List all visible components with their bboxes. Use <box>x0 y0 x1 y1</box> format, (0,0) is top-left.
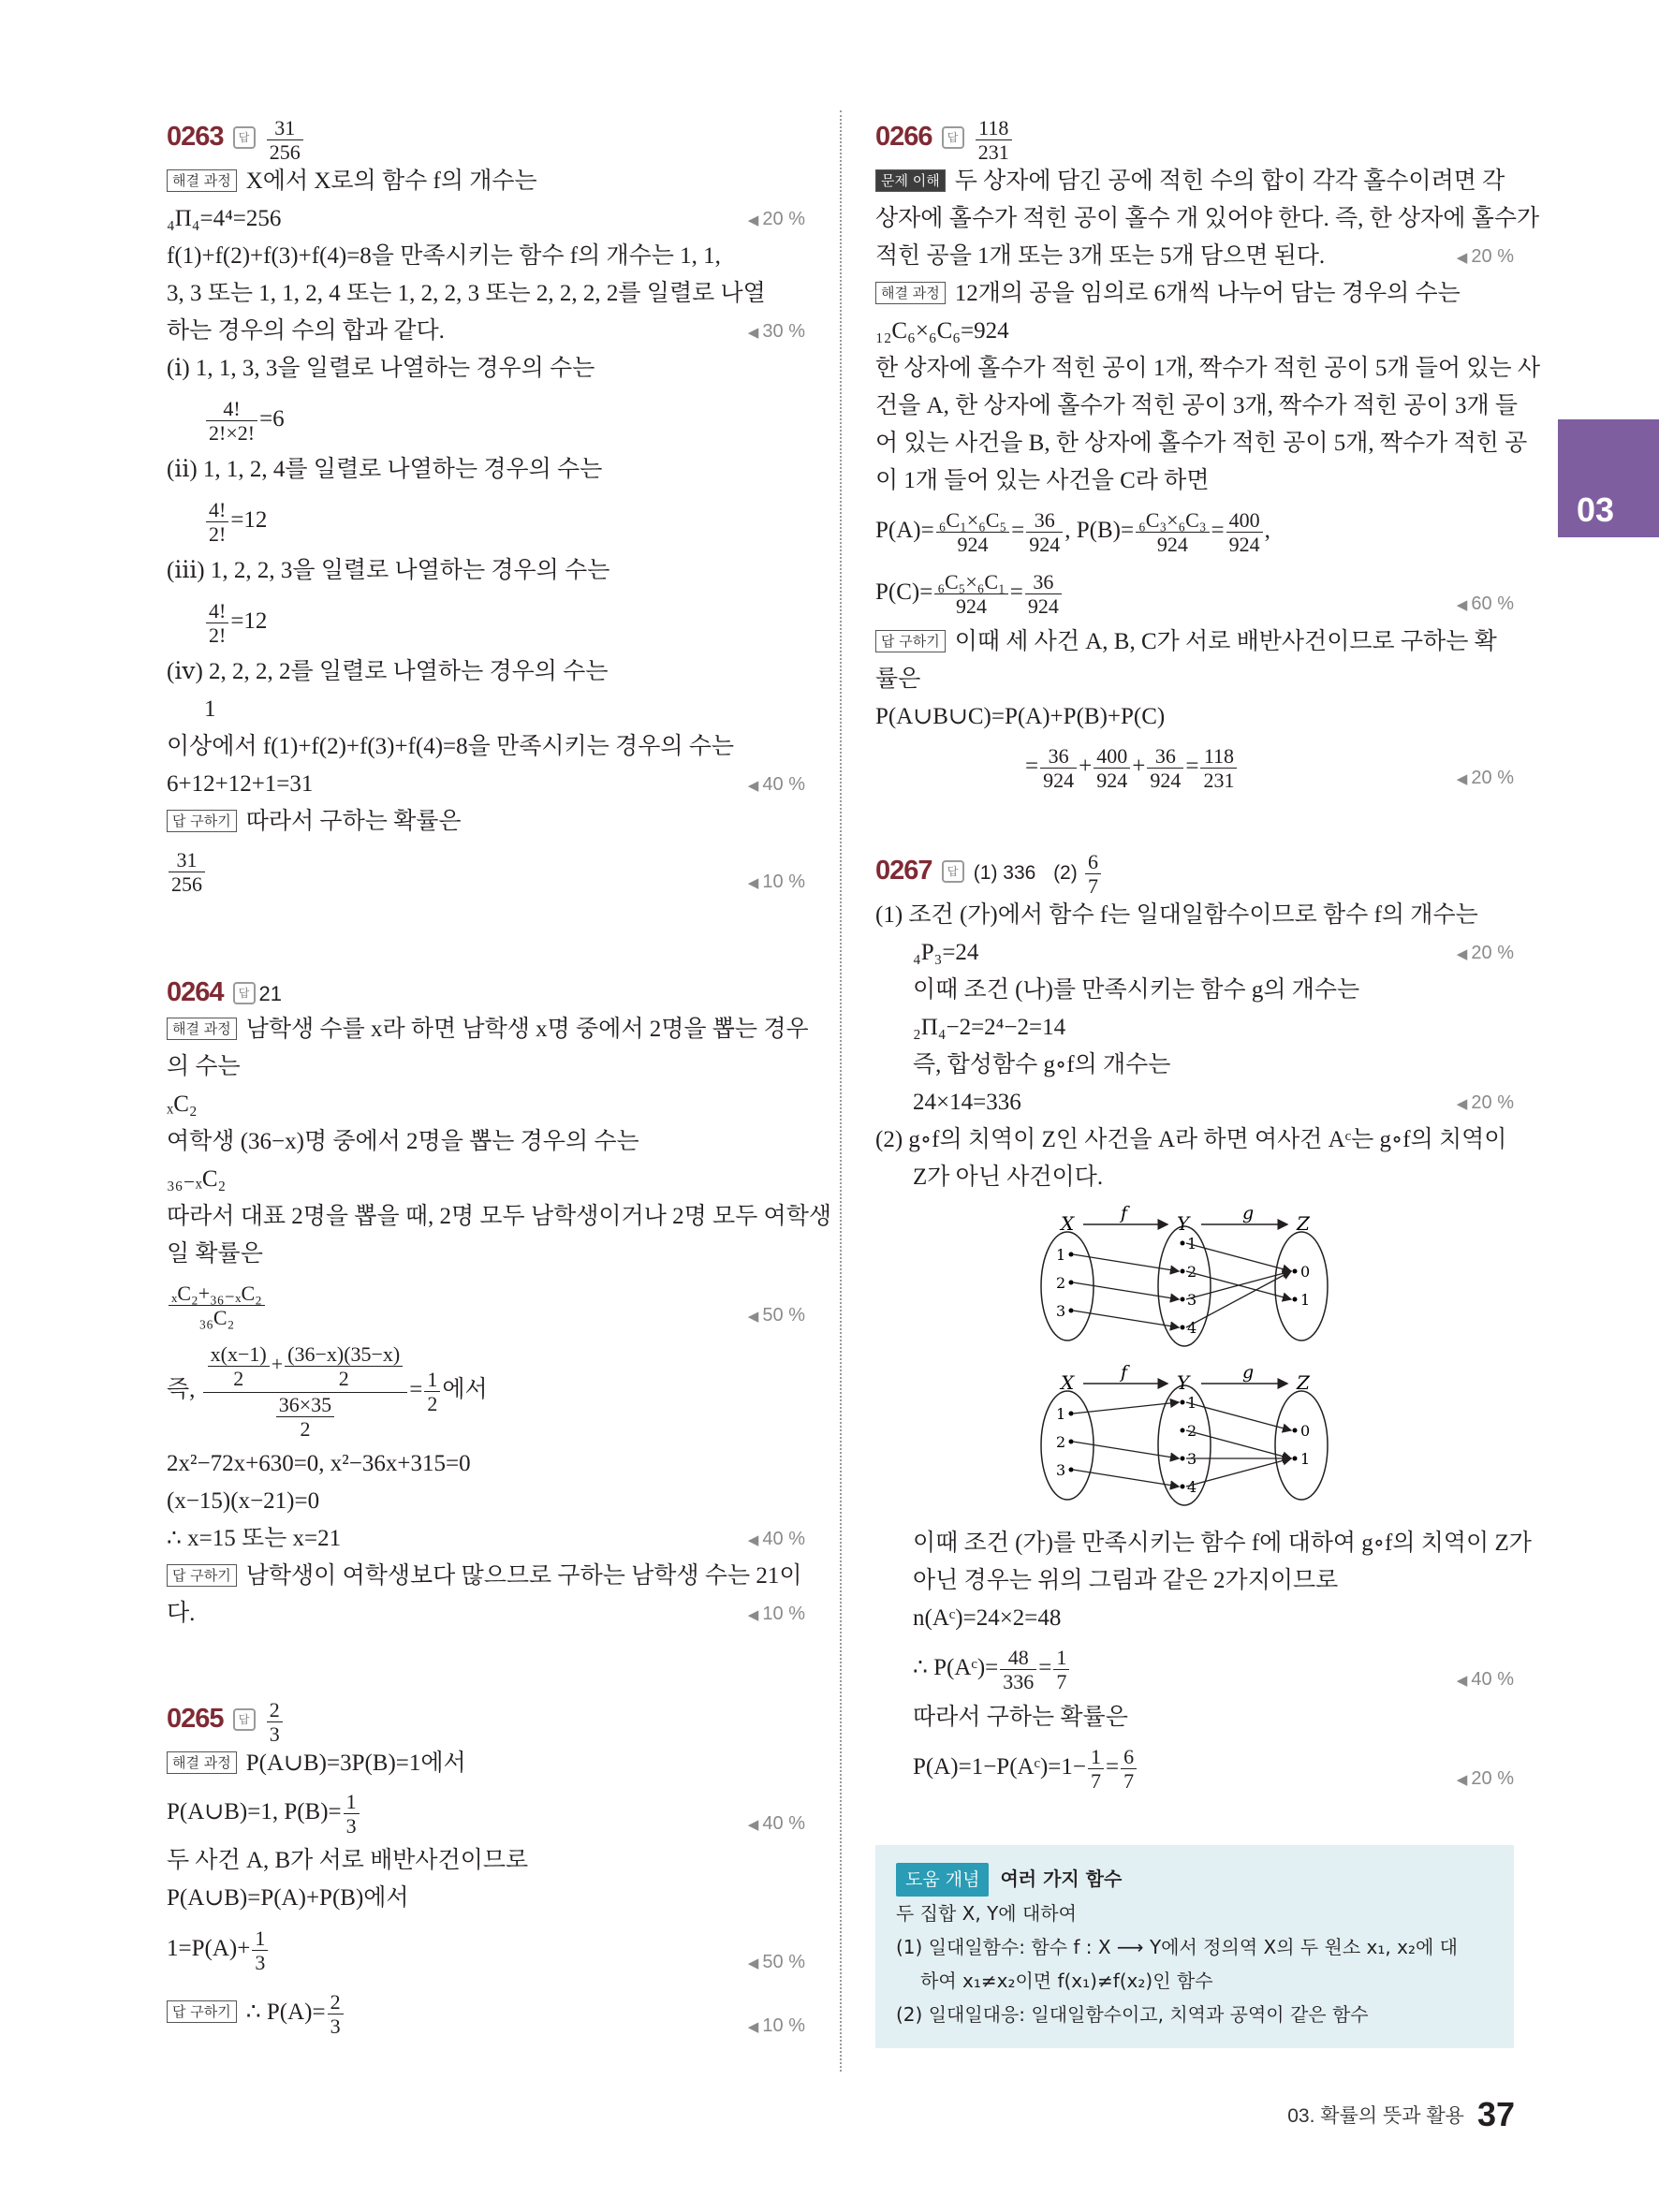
concept-note-box <box>875 1845 1514 2048</box>
text-line: 일 확률은 <box>167 1241 263 1267</box>
set-z-label: Z <box>1297 1212 1310 1235</box>
text-line: 여학생 (36−x)명 중에서 2명을 뽑는 경우의 수는 <box>167 1129 639 1154</box>
step-tag: 문제 이해 <box>875 169 946 192</box>
math-line: P(A)=1−P(Aᶜ)=1− $\frac{1}{7}$ = $\frac{6}{7}$ ◀ 20 % <box>875 1736 1514 1798</box>
score-percent: ◀ 20 % <box>1457 1748 1514 1811</box>
math-line: 1 <box>204 696 216 722</box>
math-line: P(A∪B)=1, P(B)= $\frac{1}{3}$ ◀ 40 % <box>167 1782 805 1842</box>
answer-icon: 답 <box>233 1708 256 1731</box>
text-line: 답 구하기 이때 세 사건 A, B, C가 서로 배반사건이므로 구하는 확 <box>875 623 1514 661</box>
math-line: 즉, $\frac{x(x-1)}{2}$ + $\frac{(36-x)(35-x)}{2}$ $\frac{36\times 35}{2}$ = $\frac{1}{2}$ 에서 <box>167 1341 488 1441</box>
math-line: P(A)= $\frac{\text{₆C₁×₆C₅}}{924}$ = $\frac{36}{924}$ , P(B)= $\frac{\text{₆C₃×₆C₃}}{924}$ = $\frac{400}{924}$ , <box>875 507 1270 556</box>
step-tag: 답 구하기 <box>167 2000 237 2023</box>
text-line: 따라서 대표 2명을 뽑을 때, 2명 모두 남학생이거나 2명 모두 여학생 <box>167 1204 832 1229</box>
note-tag: 도움 개념 <box>896 1863 989 1897</box>
set-x-label: X <box>1061 1212 1075 1235</box>
text-line: 해결 과정 12개의 공을 임의로 6개씩 나누어 담는 경우의 수는 <box>875 275 1514 313</box>
text-line: ₄Π₄=4⁴=256 ◀ 20 % <box>167 200 805 238</box>
text-line: 하는 경우의 수의 합과 같다. ◀ 30 % <box>167 313 805 350</box>
right-column <box>875 110 1541 2048</box>
text-line: 이때 조건 (나)를 만족시키는 함수 g의 개수는 <box>913 977 1360 1003</box>
map-f-label: f <box>1121 1362 1128 1383</box>
left-column <box>167 110 832 2044</box>
map-g-label: g <box>1242 1203 1255 1223</box>
map-f-label: f <box>1121 1203 1128 1223</box>
problem-number: 0266 <box>875 122 932 152</box>
score-percent: ◀ 40 % <box>1457 1648 1514 1712</box>
text-line: (ⅰ) 1, 1, 3, 3을 일렬로 나열하는 경우의 수는 <box>167 356 595 381</box>
math-line: = $\frac{36}{924}$ + $\frac{400}{924}$ + $\frac{36}{924}$ = $\frac{118}{231}$ ◀ 20 % <box>875 736 1514 798</box>
score-percent: ◀ 20 % <box>1457 238 1514 277</box>
text-line: 이상에서 f(1)+f(2)+f(3)+f(4)=8을 만족시키는 경우의 수는 <box>167 734 735 759</box>
text-line: Z가 아닌 사건이다. <box>913 1165 1104 1190</box>
text-line: 이때 조건 (가)를 만족시키는 함수 f에 대하여 g∘f의 치역이 Z가 <box>913 1531 1532 1556</box>
problem-number: 0267 <box>875 856 932 886</box>
text-line: 의 수는 <box>167 1054 241 1079</box>
problem-0265-header: 0265 답 $\frac{2}{3}$ <box>167 1692 805 1745</box>
svg-text:2: 2 <box>1056 1274 1066 1292</box>
text-line: 다. ◀ 10 % <box>167 1595 805 1633</box>
text-line: f(1)+f(2)+f(3)+f(4)=8을 만족시키는 함수 f의 개수는 1, 1, <box>167 243 721 269</box>
svg-text:3: 3 <box>1187 1450 1197 1468</box>
text-line: 어 있는 사건을 B, 한 상자에 홀수가 적힌 공이 5개, 짝수가 적힌 공 <box>875 431 1528 456</box>
svg-text:1: 1 <box>1187 1394 1197 1412</box>
math-line: $\frac{\text{ₓC₂+₃₆₋ₓC₂}}{\text{₃₆C₂}}$ ◀ 50 % <box>167 1273 805 1335</box>
note-title: 여러 가지 함수 <box>1000 1868 1123 1890</box>
text-line: 즉, 합성함수 g∘f의 개수는 <box>913 1052 1171 1077</box>
score-percent: ◀ 20 % <box>748 200 805 240</box>
math-line: P(C)= $\frac{\text{₆C₅×₆C₁}}{924}$ = $\frac{36}{924}$ ◀ 60 % <box>875 562 1514 623</box>
svg-text:1: 1 <box>1300 1450 1311 1468</box>
problem-0266-header: 0266 답 $\frac{118}{231}$ <box>875 110 1514 163</box>
map-g-label: g <box>1242 1362 1255 1383</box>
text-line: (1) 조건 (가)에서 함수 f는 일대일함수이므로 함수 f의 개수는 <box>875 902 1478 928</box>
text-line: 한 상자에 홀수가 적힌 공이 1개, 짝수가 적힌 공이 5개 들어 있는 사 <box>875 356 1541 381</box>
answer-icon: 답 <box>942 126 964 149</box>
step-tag: 해결 과정 <box>167 1751 237 1774</box>
math-line: (x−15)(x−21)=0 <box>167 1488 320 1514</box>
note-line: (2) 일대일대응: 일대일함수이고, 치역과 공역이 같은 함수 <box>896 2003 1369 2026</box>
problem-0263-header <box>167 110 805 163</box>
note-line: 두 집합 X, Y에 대하여 <box>896 1902 1077 1925</box>
text-line: 해결 과정 P(A∪B)=3P(B)=1에서 <box>167 1745 805 1782</box>
problem-0264-header: 0264 답 21 <box>167 977 282 1007</box>
score-percent: ◀ 10 % <box>748 1994 805 2059</box>
math-line: ₃₆₋ₓC₂ <box>167 1166 227 1192</box>
math-line: 답 구하기 ∴ P(A)= $\frac{2}{3}$ ◀ 10 % <box>167 1981 805 2044</box>
mapping-diagram-2 <box>1041 1362 1328 1505</box>
mapping-diagram-1 <box>1041 1203 1328 1346</box>
problem-0267-header: 0267 답 (1) 336 (2) $\frac{6}{7}$ <box>875 844 1514 897</box>
note-line: 하여 x₁≠x₂이면 f(x₁)≠f(x₂)인 함수 <box>920 1970 1213 1992</box>
note-line: (1) 일대일함수: 함수 f : X ⟶ Y에서 정의역 X의 두 원소 x₁, x₂에 대 <box>896 1936 1458 1958</box>
math-line: n(Aᶜ)=24×2=48 <box>913 1605 1062 1631</box>
text-line: 률은 <box>875 667 921 692</box>
answer-icon: 답 <box>233 982 256 1004</box>
svg-text:3: 3 <box>1056 1302 1066 1320</box>
score-percent: ◀ 10 % <box>748 1595 805 1634</box>
step-tag: 답 구하기 <box>875 630 946 652</box>
chapter-tab-label: 03 <box>1576 491 1615 529</box>
step-tag: 답 구하기 <box>167 810 237 832</box>
math-line: 24×14=336 ◀ 20 % <box>875 1084 1514 1121</box>
problem-number: 0263 <box>167 122 224 152</box>
text-line: 아닌 경우는 위의 그림과 같은 2가지이므로 <box>913 1568 1339 1593</box>
text-line: 따라서 구하는 확률은 <box>913 1705 1128 1730</box>
score-percent: ◀ 50 % <box>748 1284 805 1348</box>
text-line: 3, 3 또는 1, 1, 2, 4 또는 1, 2, 2, 3 또는 2, 2, 2, 2를 일렬로 나열 <box>167 281 766 306</box>
page-number: 37 <box>1476 2095 1515 2133</box>
problem-number: 0264 <box>167 977 224 1007</box>
text-line: (2) g∘f의 치역이 Z인 사건을 A라 하면 여사건 Aᶜ는 g∘f의 치역이 <box>875 1127 1507 1152</box>
math-line: $\frac{4!}{2!}$ =12 <box>167 489 805 552</box>
math-line: $\frac{31}{256}$ ◀ 10 % <box>167 841 805 901</box>
math-line: ₁₂C₆×₆C₆=924 <box>875 318 1009 344</box>
math-line: $\frac{4!}{2!\times 2!}$ =6 <box>167 388 805 451</box>
set-y-label: Y <box>1177 1371 1190 1394</box>
svg-text:4: 4 <box>1187 1478 1197 1496</box>
text-line: 해결 과정 X에서 X로의 함수 f의 개수는 <box>167 163 805 200</box>
svg-text:3: 3 <box>1187 1291 1197 1309</box>
score-percent: ◀ 50 % <box>748 1930 805 1996</box>
svg-text:0: 0 <box>1300 1263 1311 1281</box>
svg-text:1: 1 <box>1187 1235 1197 1252</box>
svg-text:2: 2 <box>1187 1263 1197 1281</box>
text-line: 6+12+12+1=31 ◀ 40 % <box>167 766 805 803</box>
score-percent: ◀ 60 % <box>1457 573 1514 637</box>
text-line: 문제 이해 두 상자에 담긴 공에 적힌 수의 합이 각각 홀수이려면 각 <box>875 163 1514 200</box>
math-line: ₂Π₄−2=2⁴−2=14 <box>913 1015 1066 1040</box>
svg-text:1: 1 <box>1300 1291 1311 1309</box>
step-tag: 해결 과정 <box>167 1018 237 1040</box>
svg-text:2: 2 <box>1187 1422 1197 1440</box>
score-percent: ◀ 40 % <box>748 766 805 805</box>
math-line: ∴ x=15 또는 x=21 ◀ 40 % <box>167 1520 805 1558</box>
set-z-label: Z <box>1297 1371 1310 1394</box>
column-divider <box>840 110 842 2072</box>
math-line: 1=P(A)+ $\frac{1}{3}$ ◀ 50 % <box>167 1917 805 1981</box>
svg-text:0: 0 <box>1300 1422 1311 1440</box>
math-line: 2x²−72x+630=0, x²−36x+315=0 <box>167 1451 471 1476</box>
score-percent: ◀ 10 % <box>748 852 805 914</box>
answer-icon: 답 <box>233 126 256 149</box>
text-line: (ⅱ) 1, 1, 2, 4를 일렬로 나열하는 경우의 수는 <box>167 457 603 482</box>
math-line: ₓC₂ <box>167 1091 198 1117</box>
answer-fraction: $\frac{31}{256}$ <box>267 116 303 164</box>
text-line: (ⅲ) 1, 2, 2, 3을 일렬로 나열하는 경우의 수는 <box>167 558 610 583</box>
score-percent: ◀ 20 % <box>1457 934 1514 974</box>
svg-text:1: 1 <box>1056 1405 1066 1423</box>
math-line: P(A∪B∪C)=P(A)+P(B)+P(C) <box>875 704 1166 729</box>
svg-text:2: 2 <box>1056 1433 1066 1451</box>
problem-number: 0265 <box>167 1704 224 1734</box>
score-percent: ◀ 40 % <box>748 1520 805 1560</box>
set-x-label: X <box>1061 1371 1075 1394</box>
text-line: 상자에 홀수가 적힌 공이 홀수 개 있어야 한다. 즉, 한 상자에 홀수가 <box>875 206 1540 231</box>
math-line: ₄P₃=24 ◀ 20 % <box>875 934 1514 972</box>
text-line: 건을 A, 한 상자에 홀수가 적힌 공이 3개, 짝수가 적힌 공이 3개 들 <box>875 393 1519 418</box>
svg-text:4: 4 <box>1187 1319 1197 1337</box>
step-tag: 답 구하기 <box>167 1564 237 1587</box>
text-line: 적힌 공을 1개 또는 3개 또는 5개 담으면 된다. ◀ 20 % <box>875 238 1514 275</box>
text-line: 해결 과정 남학생 수를 x라 하면 남학생 x명 중에서 2명을 뽑는 경우 <box>167 1011 805 1048</box>
page-footer <box>1287 2095 1515 2134</box>
chapter-tab[interactable] <box>1558 419 1659 537</box>
svg-text:3: 3 <box>1056 1461 1066 1479</box>
step-tag: 해결 과정 <box>875 282 946 304</box>
svg-text:1: 1 <box>1056 1246 1066 1264</box>
math-line: P(A∪B)=P(A)+P(B)에서 <box>167 1885 409 1911</box>
chapter-title: 03. 확률의 뜻과 활용 <box>1287 2105 1464 2127</box>
math-line: $\frac{4!}{2!}$ =12 <box>167 590 805 653</box>
text-line: (ⅳ) 2, 2, 2, 2를 일렬로 나열하는 경우의 수는 <box>167 659 609 684</box>
answer-icon: 답 <box>942 860 964 883</box>
text-line: 답 구하기 남학생이 여학생보다 많으므로 구하는 남학생 수는 21이 <box>167 1558 805 1595</box>
math-line: ∴ P(Aᶜ)= $\frac{48}{336}$ = $\frac{1}{7}$ ◀ 40 % <box>875 1637 1514 1699</box>
score-percent: ◀ 20 % <box>1457 747 1514 811</box>
text-line: 이 1개 들어 있는 사건을 C라 하면 <box>875 468 1210 493</box>
score-percent: ◀ 40 % <box>748 1794 805 1855</box>
score-percent: ◀ 30 % <box>748 313 805 352</box>
mapping-diagrams <box>875 1202 1514 1520</box>
set-y-label: Y <box>1177 1212 1190 1235</box>
text-line: 두 사건 A, B가 서로 배반사건이므로 <box>167 1848 529 1873</box>
score-percent: ◀ 20 % <box>1457 1084 1514 1123</box>
text-line: 답 구하기 따라서 구하는 확률은 <box>167 803 805 841</box>
step-tag: 해결 과정 <box>167 169 237 192</box>
